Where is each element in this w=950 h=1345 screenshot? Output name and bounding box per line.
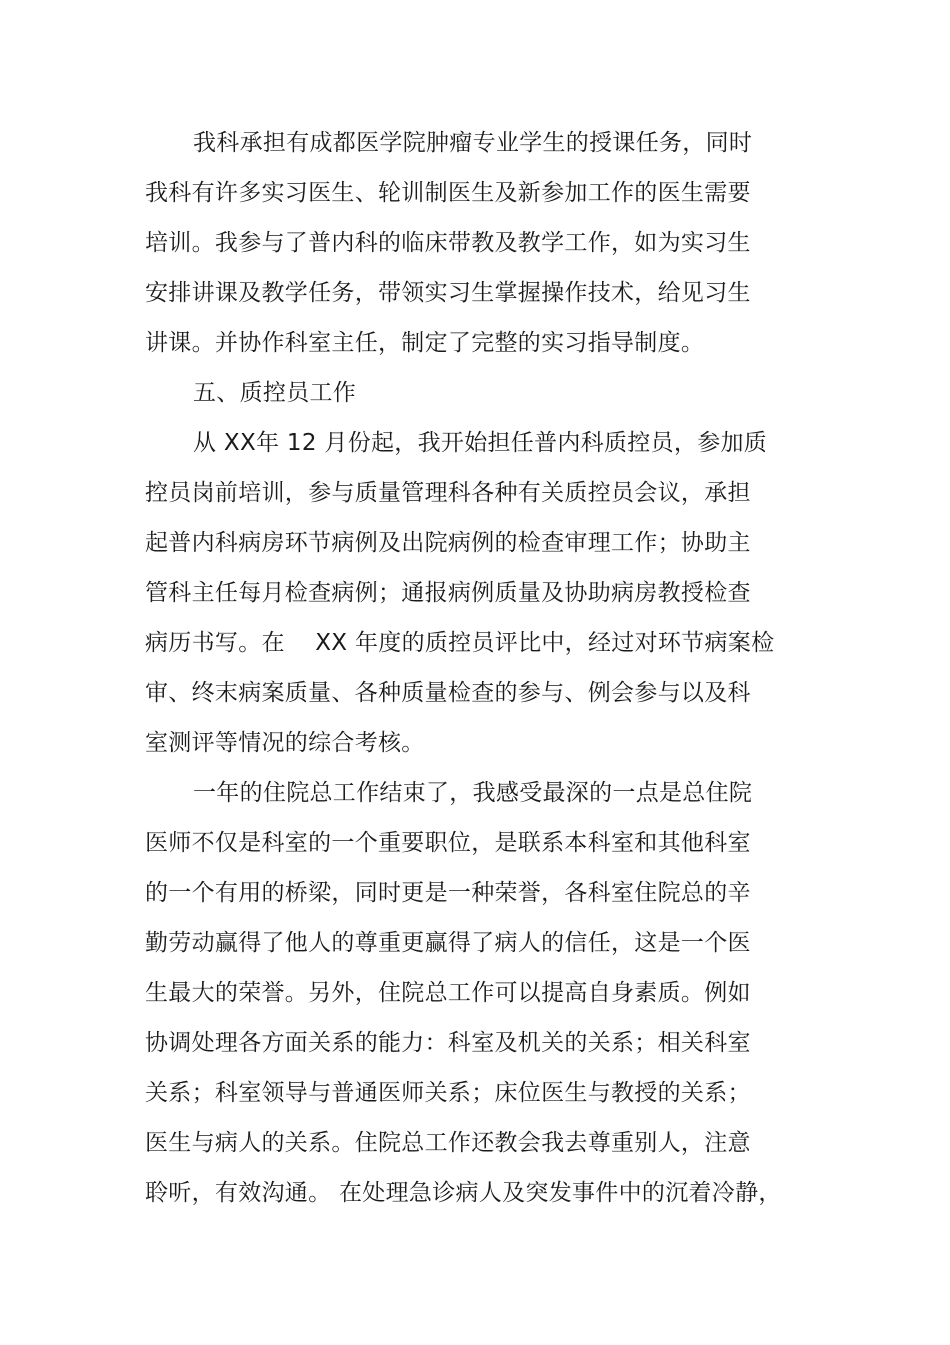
paragraph-line: 聆听，有效沟通。 在处理急诊病人及突发事件中的沉着冷静，: [145, 1180, 782, 1206]
paragraph-line: 生最大的荣誉。另外，住院总工作可以提高自身素质。例如: [145, 980, 751, 1006]
paragraph-line: 关系；科室领导与普通医师关系；床位医生与教授的关系；: [145, 1080, 751, 1106]
paragraph-line: 从 XX年 12 月份起，我开始担任普内科质控员，参加质: [193, 430, 768, 456]
paragraph-line: 医师不仅是科室的一个重要职位，是联系本科室和其他科室: [145, 830, 751, 856]
section-heading: 五、质控员工作: [193, 380, 357, 406]
paragraph-line: 控员岗前培训，参与质量管理科各种有关质控员会议，承担: [145, 480, 751, 506]
paragraph-line: 审、终末病案质量、各种质量检查的参与、例会参与以及科: [145, 680, 751, 706]
paragraph-line: 讲课。并协作科室主任，制定了完整的实习指导制度。: [145, 330, 705, 356]
paragraph-line: 的一个有用的桥梁，同时更是一种荣誉，各科室住院总的辛: [145, 880, 751, 906]
paragraph-line: 协调处理各方面关系的能力：科室及机关的关系；相关科室: [145, 1030, 751, 1056]
paragraph-line: 医生与病人的关系。住院总工作还教会我去尊重别人，注意: [145, 1130, 751, 1156]
paragraph-line: 我科有许多实习医生、轮训制医生及新参加工作的医生需要: [145, 180, 751, 206]
paragraph-line: 管科主任每月检查病例；通报病例质量及协助病房教授检查: [145, 580, 751, 606]
paragraph-line: 室测评等情况的综合考核。: [145, 730, 425, 756]
paragraph-line: 病历书写。在 XX 年度的质控员评比中，经过对环节病案检: [145, 630, 775, 656]
paragraph-line: 起普内科病房环节病例及出院病例的检查审理工作；协助主: [145, 530, 751, 556]
paragraph-line: 一年的住院总工作结束了，我感受最深的一点是总住院: [193, 780, 753, 806]
paragraph-line: 勤劳动赢得了他人的尊重更赢得了病人的信任，这是一个医: [145, 930, 751, 956]
paragraph-line: 我科承担有成都医学院肿瘤专业学生的授课任务，同时: [193, 130, 753, 156]
paragraph-line: 安排讲课及教学任务，带领实习生掌握操作技术，给见习生: [145, 280, 751, 306]
paragraph-line: 培训。我参与了普内科的临床带教及教学工作，如为实习生: [145, 230, 751, 256]
